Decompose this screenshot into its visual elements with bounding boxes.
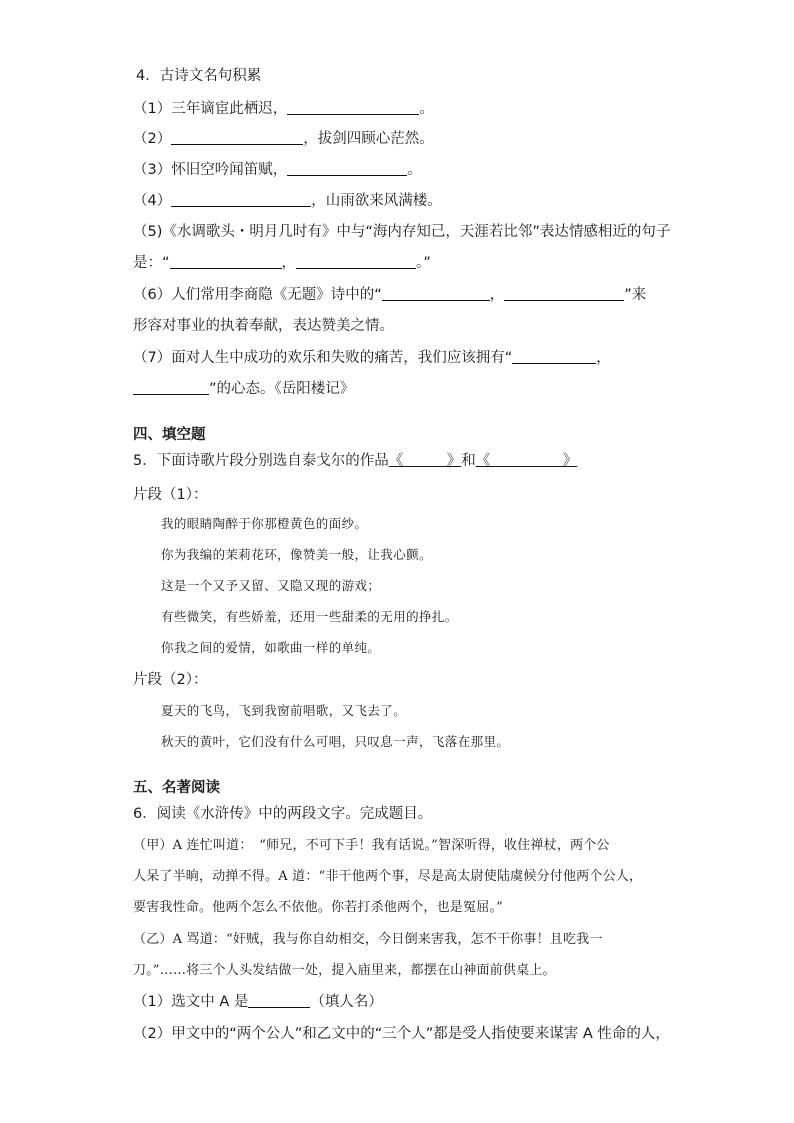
book-title-blank-2[interactable]: 《 》 [475,453,578,469]
item-number: （2） [133,131,172,147]
item-text: ”的心态。《岳阳楼记》 [209,381,355,397]
item-text: （6）人们常用李商隐《无题》诗中的“ [133,287,382,303]
q4-item-5-line2 [133,253,431,273]
book-title-blank-1[interactable]: 《 》 [388,453,462,469]
item-text: ， [596,350,611,366]
q6-title: 6．阅读《水浒传》中的两段文字。完成题目。 [133,806,433,822]
answer-blank[interactable] [287,160,407,176]
answer-blank[interactable] [171,129,303,145]
poem-line: 我的眼睛陶醉于你那橙黄色的面纱。 [161,516,368,531]
answer-blank[interactable] [296,253,416,269]
item-text: （7）面对人生中成功的欢乐和失败的痛苦，我们应该拥有“ [133,350,513,366]
q4-item-3 [133,160,422,180]
section-heading-fill-blank: 四、填空题 [133,427,206,443]
q4-item-2 [133,129,434,149]
q6-sub-2: （2）甲文中的“两个公人”和乙文中的“三个人”都是受人指使要来谋害 A 性命的人， [133,1026,670,1042]
question-text: （填人名） [310,994,383,1010]
item-text: ，山雨欲来风满楼。 [311,193,442,209]
section-heading-classics: 五、名著阅读 [133,780,220,796]
answer-blank[interactable] [504,285,624,301]
q4-item-7-line2 [133,379,354,399]
q4-item-7-line1 [133,348,611,368]
question-text: （1）选文中 A 是 [133,994,249,1010]
item-text: ， [489,287,505,303]
question-text: 5．下面诗歌片段分别选自泰戈尔的作品 [133,453,389,469]
item-text: 。 [407,162,422,178]
answer-blank[interactable] [171,191,311,207]
poem-line: 你我之间的爱情，如歌曲一样的单纯。 [161,640,381,655]
poem-line: 你为我编的茉莉花环，像赞美一般，让我心颤。 [161,547,432,562]
fragment-2-label: 片段（2）： [133,672,208,688]
q4-item-1 [133,99,434,119]
poem-line: 有些微笑，有些娇羞，还用一些甜柔的无用的挣扎。 [161,609,458,624]
answer-blank[interactable] [512,348,596,364]
q4-item-6-line1 [133,285,646,305]
item-text: 怀旧空吟闻笛赋， [171,162,288,178]
poem-line: 夏天的飞鸟，飞到我窗前唱歌，又飞去了。 [161,703,407,718]
item-number: （1） [133,101,172,117]
item-number: （3） [133,162,172,178]
passage-yi-line: （乙）A 骂道：“奸贼，我与你自幼相交，今日倒来害我，怎不干你事！且吃我一 [133,932,603,947]
q4-item-5-line1: （5)《水调歌头・明月几时有》中与“海内存知己，天涯若比邻”表达情感相近的句子 [133,224,671,240]
poem-line: 秋天的黄叶，它们没有什么可唱，只叹息一声，飞落在那里。 [161,734,510,749]
q5-question [133,451,577,471]
item-text: ，拔剑四顾心茫然。 [303,131,434,147]
question-text: 和 [461,453,476,469]
q4-item-6-line2: 形容对事业的执着奉献，表达赞美之情。 [133,318,394,334]
fragment-1-label: 片段（1）： [133,487,208,503]
passage-jia-line: 人呆了半晌，动掸不得。A 道：“非干他两个事，尽是高太尉使陆虞候分付他两个公人， [133,869,643,884]
answer-blank[interactable] [287,99,419,115]
item-text: 三年谪宦此栖迟， [171,101,288,117]
item-text: 。 [419,101,434,117]
answer-blank[interactable] [382,285,490,301]
item-text: ， [281,255,297,271]
item-text: 是：“ [133,255,170,271]
item-text: 。” [416,255,431,271]
item-number: （4） [133,193,172,209]
passage-jia-line: （甲）A 连忙叫道： “师兄，不可下手！我有话说。”智深听得，收住禅杖，两个公 [133,838,610,853]
poem-line: 这是一个又予又留、又隐又现的游戏； [161,578,381,593]
q4-title: 4．古诗文名句积累 [136,68,262,84]
answer-blank[interactable] [133,379,209,395]
q4-item-4 [133,191,442,211]
answer-blank[interactable] [170,253,282,269]
answer-blank[interactable] [248,992,310,1008]
q6-sub-1 [133,992,383,1012]
passage-yi-line: 刀。”……将三个人头发结做一处，提入庙里来，都摆在山神面前供桌上。 [133,963,556,978]
item-text: ”来 [624,287,647,303]
passage-jia-line: 要害我性命。他两个怎么不依他。你若打杀他两个，也是冤屈。” [133,900,503,915]
